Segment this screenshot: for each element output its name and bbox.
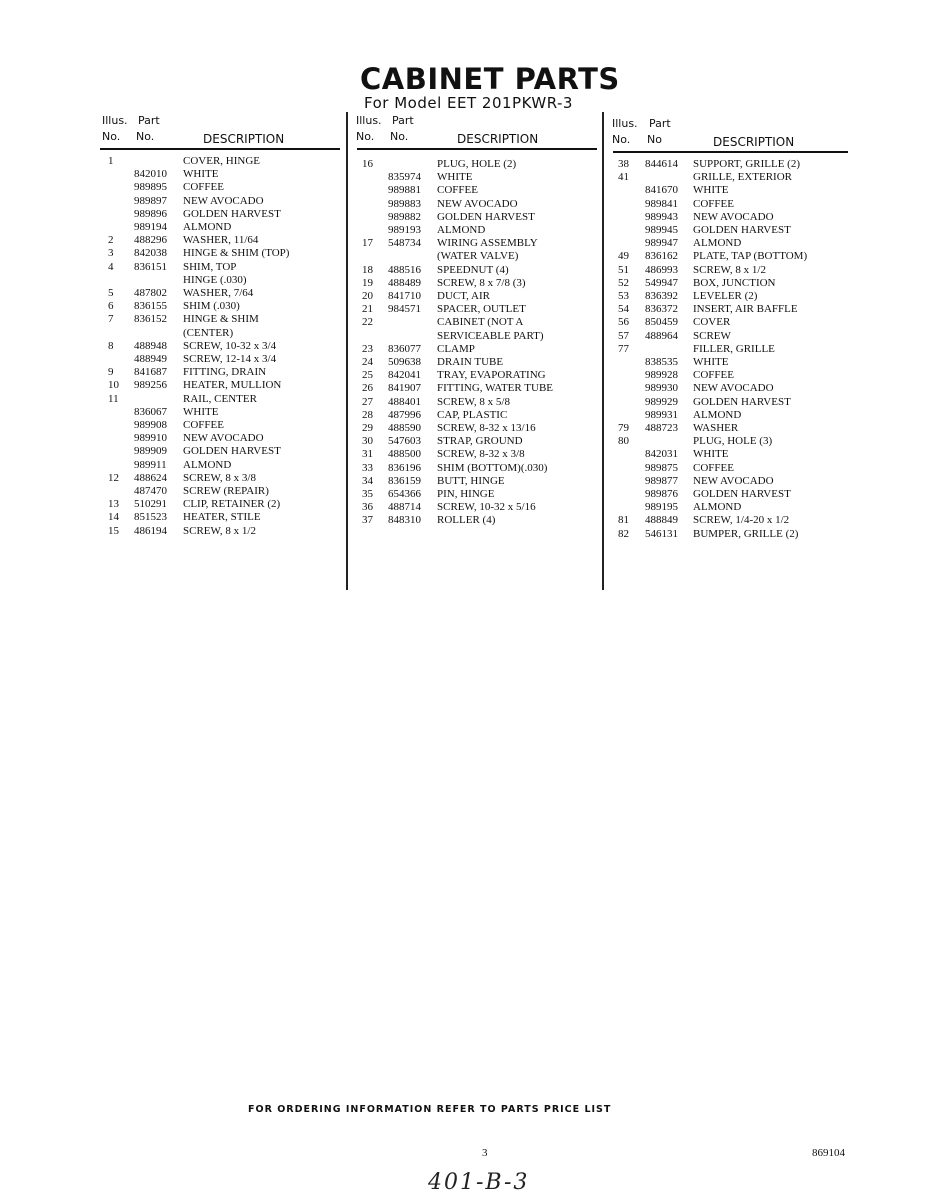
parts-row [0, 488, 942, 501]
illus-number: 23 [362, 342, 373, 355]
illus-number: 57 [618, 329, 629, 342]
illus-number: 34 [362, 474, 373, 487]
part-number: 548734 [388, 237, 421, 250]
part-number: 848310 [388, 514, 421, 527]
part-number: 836392 [645, 290, 678, 302]
part-number: 841710 [388, 290, 421, 302]
part-number: 989875 [645, 461, 678, 474]
parts-row [0, 514, 942, 527]
part-description: DUCT, AIR [437, 290, 490, 302]
header-illus-no: No. [612, 133, 631, 146]
header-description: DESCRIPTION [713, 135, 795, 149]
part-description: HEATER, STILE [183, 511, 261, 524]
parts-row [0, 264, 942, 277]
parts-row [0, 528, 942, 541]
part-number: 989841 [645, 197, 678, 210]
illus-number: 16 [362, 158, 373, 170]
illus-number: 82 [618, 527, 629, 540]
part-number: 488849 [645, 514, 678, 527]
document-code: 869104 [812, 1147, 845, 1159]
parts-row [0, 343, 942, 356]
illus-number: 27 [362, 395, 373, 408]
part-number: 851523 [134, 511, 167, 524]
part-number: 549947 [645, 276, 678, 289]
illus-number: 28 [362, 408, 373, 421]
part-number: 654366 [388, 488, 421, 500]
part-number: 488516 [388, 263, 421, 276]
parts-row [0, 237, 942, 250]
illus-number: 11 [108, 392, 119, 405]
part-description: SHIM (.030) [183, 300, 240, 313]
part-number: 838535 [645, 356, 678, 368]
illus-number: 2 [108, 234, 114, 247]
illus-number: 3 [108, 247, 114, 260]
page-number: 3 [482, 1147, 488, 1159]
illus-number: 26 [362, 382, 373, 395]
part-description: ALMOND [693, 408, 742, 421]
part-description: COFFEE [693, 369, 734, 382]
header-part: Part [392, 114, 414, 127]
illus-number: 30 [362, 435, 373, 448]
part-description: SPEEDNUT (4) [437, 263, 509, 276]
parts-row [0, 422, 942, 435]
illus-number: 13 [108, 498, 119, 511]
illus-number: 8 [108, 339, 114, 352]
illus-number: 1 [108, 155, 114, 167]
part-description: NEW AVOCADO [183, 194, 264, 207]
part-number: 989943 [645, 210, 678, 223]
illus-number: 54 [618, 303, 629, 316]
illus-number: 53 [618, 290, 629, 302]
part-number: 989910 [134, 432, 167, 445]
part-description: COVER, HINGE [183, 155, 260, 167]
parts-row [0, 356, 942, 369]
part-description: WHITE [693, 184, 729, 197]
part-description: NEW AVOCADO [693, 382, 774, 395]
part-description: SCREW, 8-32 x 13/16 [437, 422, 536, 434]
part-description: ROLLER (4) [437, 514, 496, 527]
illus-number: 79 [618, 422, 629, 434]
part-description: TRAY, EVAPORATING [437, 369, 546, 382]
illus-number: 6 [108, 300, 114, 313]
header-rule [357, 148, 597, 150]
part-description: COFFEE [693, 461, 734, 474]
parts-row [0, 462, 942, 475]
parts-row [0, 224, 942, 237]
part-description: BOX, JUNCTION [693, 276, 776, 289]
part-description: COFFEE [183, 419, 224, 431]
part-description: LEVELER (2) [693, 290, 758, 302]
part-number: 546131 [645, 527, 678, 540]
part-description: SHIM, TOP [183, 260, 237, 273]
part-number: 836077 [388, 342, 421, 355]
illus-number: 80 [618, 435, 629, 448]
illus-number: 18 [362, 263, 373, 276]
part-description: WIRING ASSEMBLY [437, 237, 538, 250]
part-number: 989909 [134, 445, 167, 458]
part-description: GRILLE, EXTERIOR [693, 171, 792, 184]
part-description: SCREW (REPAIR) [183, 485, 269, 497]
part-number: 989896 [134, 207, 167, 220]
part-description: SPACER, OUTLET [437, 303, 526, 316]
part-number: 989193 [388, 224, 421, 236]
handwritten-note: 401-B-3 [428, 1170, 530, 1195]
illus-number: 5 [108, 287, 114, 299]
part-number: 989877 [645, 474, 678, 487]
part-description: WASHER [693, 422, 739, 434]
illus-number: 21 [362, 303, 373, 316]
part-number: 488723 [645, 422, 678, 434]
illus-number: 19 [362, 276, 373, 289]
illus-number: 49 [618, 250, 629, 263]
illus-number: 24 [362, 356, 373, 368]
parts-row [0, 303, 942, 316]
header-part-no: No [647, 133, 662, 146]
illus-number: 25 [362, 369, 373, 382]
ordering-note: FOR ORDERING INFORMATION REFER TO PARTS PRICE LIST [248, 1104, 612, 1115]
part-description: COFFEE [437, 184, 478, 197]
header-illus: Illus. [102, 114, 128, 127]
parts-row [0, 409, 942, 422]
part-number: 488401 [388, 395, 421, 408]
part-number: 989895 [134, 181, 167, 194]
part-number: 486993 [645, 263, 678, 276]
illus-number: 81 [618, 514, 629, 527]
part-number: 989876 [645, 488, 678, 500]
part-description: HEATER, MULLION [183, 379, 282, 392]
illus-number: 15 [108, 524, 119, 537]
part-description: PLATE, TAP (BOTTOM) [693, 250, 808, 263]
illus-number: 38 [618, 158, 629, 170]
part-description: ALMOND [693, 501, 742, 514]
part-description: CLIP, RETAINER (2) [183, 498, 281, 511]
part-number: 487802 [134, 287, 167, 299]
part-number: 488948 [134, 339, 167, 352]
part-number: 989931 [645, 408, 678, 421]
part-number: 509638 [388, 356, 421, 368]
header-rule [100, 148, 340, 150]
header-description: DESCRIPTION [203, 132, 285, 146]
part-number: 836155 [134, 300, 167, 313]
illus-number: 37 [362, 514, 373, 527]
part-number: 488296 [134, 234, 167, 247]
part-description: GOLDEN HARVEST [183, 207, 281, 220]
part-number: 488500 [388, 448, 421, 461]
parts-row [0, 369, 942, 382]
illus-number: 10 [108, 379, 119, 392]
part-number: 488964 [645, 329, 678, 342]
part-description: SERVICEABLE PART) [437, 329, 544, 342]
part-number: 488624 [134, 471, 167, 484]
parts-row [0, 198, 942, 211]
parts-row [0, 158, 942, 171]
part-description: NEW AVOCADO [693, 210, 774, 223]
part-number: 989194 [134, 221, 167, 233]
header-rule [613, 151, 848, 153]
part-number: 842041 [388, 369, 421, 382]
part-description: HINGE & SHIM (TOP) [183, 247, 290, 260]
part-description: GOLDEN HARVEST [437, 210, 535, 223]
part-description: SCREW, 8 x 5/8 [437, 395, 510, 408]
part-description: GOLDEN HARVEST [183, 445, 281, 458]
parts-row [0, 448, 942, 461]
parts-row [0, 435, 942, 448]
part-number: 989881 [388, 184, 421, 197]
illus-number: 31 [362, 448, 373, 461]
part-number: 488714 [388, 501, 421, 514]
header-part-no: No. [390, 130, 409, 143]
part-description: WHITE [693, 356, 729, 368]
part-description: GOLDEN HARVEST [693, 224, 791, 236]
part-description: SCREW, 10-32 x 5/16 [437, 501, 536, 514]
part-description: FITTING, DRAIN [183, 366, 267, 379]
illus-number: 7 [108, 313, 114, 326]
page-title: CABINET PARTS [360, 62, 620, 96]
part-number: 842031 [645, 448, 678, 461]
part-description: WHITE [183, 168, 219, 181]
part-description: FILLER, GRILLE [693, 342, 775, 355]
part-number: 836196 [388, 461, 421, 474]
part-number: 836151 [134, 260, 167, 273]
part-description: INSERT, AIR BAFFLE [693, 303, 798, 316]
part-number: 989930 [645, 382, 678, 395]
part-description: CAP, PLASTIC [437, 408, 508, 421]
part-description: NEW AVOCADO [693, 474, 774, 487]
part-description: ALMOND [693, 237, 742, 250]
part-description: SCREW, 8 x 3/8 [183, 471, 256, 484]
part-number: 989908 [134, 419, 167, 431]
part-number: 488489 [388, 276, 421, 289]
part-description: SCREW, 1/4-20 x 1/2 [693, 514, 790, 527]
header-illus-no: No. [102, 130, 121, 143]
part-number: 989911 [134, 458, 167, 471]
part-description: NEW AVOCADO [437, 197, 518, 210]
part-description: BUMPER, GRILLE (2) [693, 527, 799, 540]
part-description: BUTT, HINGE [437, 474, 505, 487]
part-description: COFFEE [183, 181, 224, 194]
illus-number: 52 [618, 276, 629, 289]
part-description: PLUG, HOLE (2) [437, 158, 517, 170]
part-description: GOLDEN HARVEST [693, 488, 791, 500]
header-illus: Illus. [356, 114, 382, 127]
header-description: DESCRIPTION [457, 132, 539, 146]
part-number: 989947 [645, 237, 678, 250]
illus-number: 56 [618, 316, 629, 329]
illus-number: 41 [618, 171, 629, 184]
part-description: SCREW, 8 x 1/2 [183, 524, 256, 537]
part-description: FITTING, WATER TUBE [437, 382, 554, 395]
part-description: WHITE [693, 448, 729, 461]
illus-number: 14 [108, 511, 119, 524]
part-description: PIN, HINGE [437, 488, 495, 500]
part-description: GOLDEN HARVEST [693, 395, 791, 408]
parts-row [0, 475, 942, 488]
part-description: PLUG, HOLE (3) [693, 435, 773, 448]
part-description: CLAMP [437, 342, 475, 355]
part-description: NEW AVOCADO [183, 432, 264, 445]
model-subtitle: For Model EET 201PKWR-3 [364, 94, 573, 112]
part-description: STRAP, GROUND [437, 435, 523, 448]
part-number: 841907 [388, 382, 421, 395]
part-number: 841687 [134, 366, 167, 379]
illus-number: 22 [362, 316, 373, 329]
part-description: SCREW [693, 329, 731, 342]
part-description: RAIL, CENTER [183, 392, 257, 405]
part-number: 989928 [645, 369, 678, 382]
part-description: CABINET (NOT A [437, 316, 524, 329]
header-illus: Illus. [612, 117, 638, 130]
part-number: 850459 [645, 316, 678, 329]
part-number: 989882 [388, 210, 421, 223]
part-number: 836159 [388, 474, 421, 487]
parts-row [0, 250, 942, 263]
parts-row [0, 316, 942, 329]
part-number: 989897 [134, 194, 167, 207]
illus-number: 51 [618, 263, 629, 276]
part-description: ALMOND [183, 221, 232, 233]
part-description: SCREW, 8 x 7/8 (3) [437, 276, 526, 289]
part-number: 547603 [388, 435, 421, 448]
part-number: 510291 [134, 498, 167, 511]
illus-number: 12 [108, 471, 119, 484]
part-description: SHIM (BOTTOM)(.030) [437, 461, 548, 474]
illus-number: 20 [362, 290, 373, 302]
parts-row [0, 211, 942, 224]
part-description: SCREW, 8 x 1/2 [693, 263, 766, 276]
part-description: ALMOND [437, 224, 486, 236]
part-number: 989256 [134, 379, 167, 392]
parts-row [0, 396, 942, 409]
part-number: 841670 [645, 184, 678, 197]
parts-row [0, 290, 942, 303]
illus-number: 33 [362, 461, 373, 474]
part-description: WHITE [183, 405, 219, 418]
part-number: 488949 [134, 353, 167, 365]
illus-number: 17 [362, 237, 373, 250]
part-description: ALMOND [183, 458, 232, 471]
parts-row [0, 501, 942, 514]
part-number: 836372 [645, 303, 678, 316]
part-number: 488590 [388, 422, 421, 434]
part-description: SCREW, 12-14 x 3/4 [183, 353, 277, 365]
part-description: COVER [693, 316, 731, 329]
parts-row [0, 171, 942, 184]
part-number: 842010 [134, 168, 167, 181]
part-number: 486194 [134, 524, 167, 537]
part-number: 836152 [134, 313, 167, 326]
part-number: 984571 [388, 303, 421, 316]
parts-row [0, 330, 942, 343]
header-part: Part [649, 117, 671, 130]
illus-number: 35 [362, 488, 373, 500]
part-description: SCREW, 10-32 x 3/4 [183, 339, 277, 352]
parts-row [0, 277, 942, 290]
part-description: WASHER, 11/64 [183, 234, 259, 247]
illus-number: 29 [362, 422, 373, 434]
illus-number: 4 [108, 260, 114, 273]
part-number: 487470 [134, 485, 167, 497]
illus-number: 36 [362, 501, 373, 514]
part-number: 836162 [645, 250, 678, 263]
part-number: 989945 [645, 224, 678, 236]
illus-number: 9 [108, 366, 114, 379]
part-number: 844614 [645, 158, 678, 170]
part-number: 836067 [134, 405, 167, 418]
part-description: (WATER VALVE) [437, 250, 519, 263]
parts-row [0, 184, 942, 197]
header-part: Part [138, 114, 160, 127]
part-number: 835974 [388, 171, 421, 184]
header-illus-no: No. [356, 130, 375, 143]
part-number: 842038 [134, 247, 167, 260]
part-description: COFFEE [693, 197, 734, 210]
part-description: (CENTER) [183, 326, 234, 339]
parts-row [0, 382, 942, 395]
illus-number: 77 [618, 342, 629, 355]
part-number: 989929 [645, 395, 678, 408]
part-number: 989195 [645, 501, 678, 514]
part-description: WHITE [437, 171, 473, 184]
part-description: HINGE (.030) [183, 273, 247, 286]
part-number: 989883 [388, 197, 421, 210]
part-description: DRAIN TUBE [437, 356, 504, 368]
header-part-no: No. [136, 130, 155, 143]
part-description: WASHER, 7/64 [183, 287, 254, 299]
part-number: 487996 [388, 408, 421, 421]
part-description: SUPPORT, GRILLE (2) [693, 158, 800, 170]
part-description: HINGE & SHIM [183, 313, 259, 326]
part-description: SCREW, 8-32 x 3/8 [437, 448, 525, 461]
